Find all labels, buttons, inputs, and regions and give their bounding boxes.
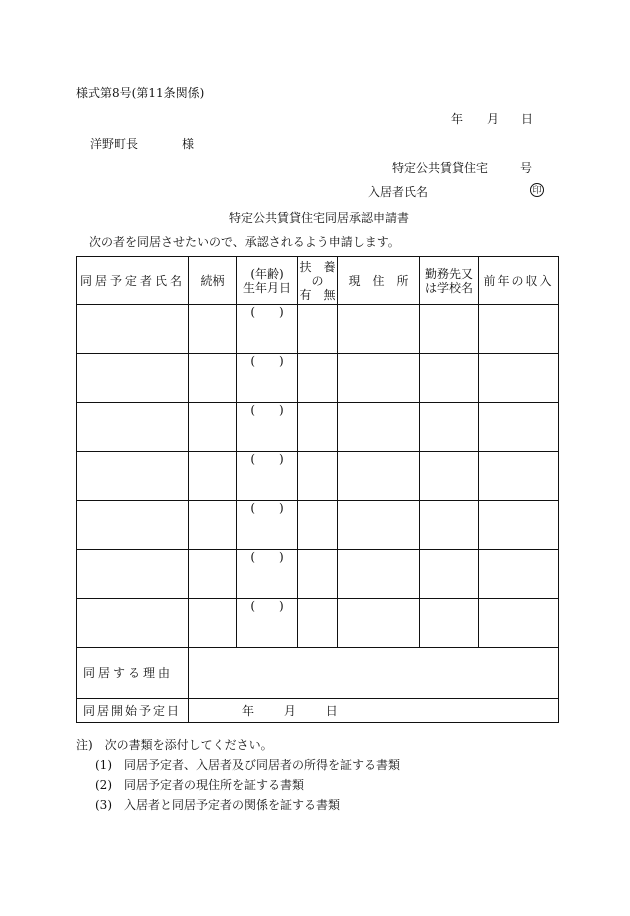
start-day-label: 日 xyxy=(325,703,338,718)
age-cell[interactable]: ( ) xyxy=(237,599,298,648)
col-header-dependent-1: 扶 養 xyxy=(299,259,336,274)
name-cell[interactable] xyxy=(77,599,189,648)
dependent-cell[interactable] xyxy=(298,305,338,354)
workplace-cell[interactable] xyxy=(420,354,479,403)
age-cell[interactable]: ( ) xyxy=(237,452,298,501)
income-cell[interactable] xyxy=(479,452,559,501)
age-cell[interactable]: ( ) xyxy=(237,550,298,599)
relation-cell[interactable] xyxy=(189,305,237,354)
age-cell[interactable]: ( ) xyxy=(237,501,298,550)
address-cell[interactable] xyxy=(338,403,420,452)
dependent-cell[interactable] xyxy=(298,599,338,648)
relation-cell[interactable] xyxy=(189,501,237,550)
workplace-cell[interactable] xyxy=(420,550,479,599)
col-header-workplace xyxy=(420,257,479,305)
name-cell[interactable] xyxy=(77,452,189,501)
dependent-cell[interactable] xyxy=(298,501,338,550)
note-item: (2) 同居予定者の現住所を証する書類 xyxy=(95,778,304,792)
name-cell[interactable] xyxy=(77,403,189,452)
form-number: 様式第8号(第11条関係) xyxy=(76,86,205,100)
date-day-label: 日 xyxy=(521,112,534,126)
table-row xyxy=(77,550,559,599)
addressee: 洋野町長 xyxy=(90,137,139,151)
income-cell[interactable] xyxy=(479,354,559,403)
table-row xyxy=(77,403,559,452)
housing-number-suffix: 号 xyxy=(520,161,533,175)
col-header-age-bottom: 生年月日 xyxy=(242,280,291,295)
workplace-cell[interactable] xyxy=(420,501,479,550)
col-header-workplace-1: 勤務先又 xyxy=(424,266,473,281)
workplace-cell[interactable] xyxy=(420,403,479,452)
note-item: (1) 同居予定者、入居者及び同居者の所得を証する書類 xyxy=(95,758,401,772)
income-cell[interactable] xyxy=(479,501,559,550)
dependent-cell[interactable] xyxy=(298,354,338,403)
age-cell[interactable]: ( ) xyxy=(237,403,298,452)
name-cell[interactable] xyxy=(77,305,189,354)
relation-cell[interactable] xyxy=(189,354,237,403)
honorific: 様 xyxy=(182,137,195,151)
income-cell[interactable] xyxy=(479,550,559,599)
income-cell[interactable] xyxy=(479,403,559,452)
note-item: (3) 入居者と同居予定者の関係を証する書類 xyxy=(95,798,340,812)
start-year-label: 年 xyxy=(242,703,255,718)
table-header-row xyxy=(77,257,559,305)
address-cell[interactable] xyxy=(338,599,420,648)
age-cell[interactable]: ( ) xyxy=(237,305,298,354)
date-month-label: 月 xyxy=(487,112,500,126)
relation-cell[interactable] xyxy=(189,452,237,501)
col-header-address: 現 住 所 xyxy=(338,257,420,305)
name-cell[interactable] xyxy=(77,550,189,599)
application-table xyxy=(76,256,559,723)
col-header-dependent xyxy=(298,257,338,305)
col-header-workplace-2: は学校名 xyxy=(424,280,473,295)
age-cell[interactable]: ( ) xyxy=(237,354,298,403)
col-header-name: 同居予定者氏名 xyxy=(77,257,189,305)
income-cell[interactable] xyxy=(479,305,559,354)
table-row xyxy=(77,305,559,354)
dependent-cell[interactable] xyxy=(298,452,338,501)
seal-mark: 印 xyxy=(530,183,544,197)
address-cell[interactable] xyxy=(338,501,420,550)
table-row xyxy=(77,501,559,550)
col-header-dependent-2: の xyxy=(311,273,324,288)
start-date-row xyxy=(77,699,559,723)
workplace-cell[interactable] xyxy=(420,452,479,501)
col-header-income: 前年の収入 xyxy=(479,257,559,305)
reason-row xyxy=(77,648,559,699)
reason-label: 同居する理由 xyxy=(77,648,189,699)
dependent-cell[interactable] xyxy=(298,550,338,599)
col-header-age-top: (年齢) xyxy=(250,266,284,281)
address-cell[interactable] xyxy=(338,550,420,599)
dependent-cell[interactable] xyxy=(298,403,338,452)
relation-cell[interactable] xyxy=(189,599,237,648)
name-cell[interactable] xyxy=(77,354,189,403)
document-title: 特定公共賃貸住宅同居承認申請書 xyxy=(229,211,410,225)
address-cell[interactable] xyxy=(338,452,420,501)
housing-number-label: 特定公共賃貸住宅 xyxy=(392,161,489,175)
table-row xyxy=(77,599,559,648)
table-row xyxy=(77,452,559,501)
name-cell[interactable] xyxy=(77,501,189,550)
income-cell[interactable] xyxy=(479,599,559,648)
date-year-label: 年 xyxy=(451,112,464,126)
workplace-cell[interactable] xyxy=(420,599,479,648)
address-cell[interactable] xyxy=(338,305,420,354)
table-row xyxy=(77,354,559,403)
address-cell[interactable] xyxy=(338,354,420,403)
col-header-relation: 続柄 xyxy=(189,257,237,305)
resident-name-label: 入居者氏名 xyxy=(368,185,429,199)
start-date-label: 同居開始予定日 xyxy=(77,699,189,723)
start-date-cell[interactable] xyxy=(189,699,559,723)
col-header-dependent-3: 有 無 xyxy=(299,287,336,302)
relation-cell[interactable] xyxy=(189,550,237,599)
reason-cell[interactable] xyxy=(189,648,559,699)
relation-cell[interactable] xyxy=(189,403,237,452)
start-month-label: 月 xyxy=(283,703,296,718)
col-header-age xyxy=(237,257,298,305)
intro-text: 次の者を同居させたいので、承認されるよう申請します。 xyxy=(89,235,400,249)
workplace-cell[interactable] xyxy=(420,305,479,354)
notes-heading: 注) 次の書類を添付してください。 xyxy=(76,738,273,752)
